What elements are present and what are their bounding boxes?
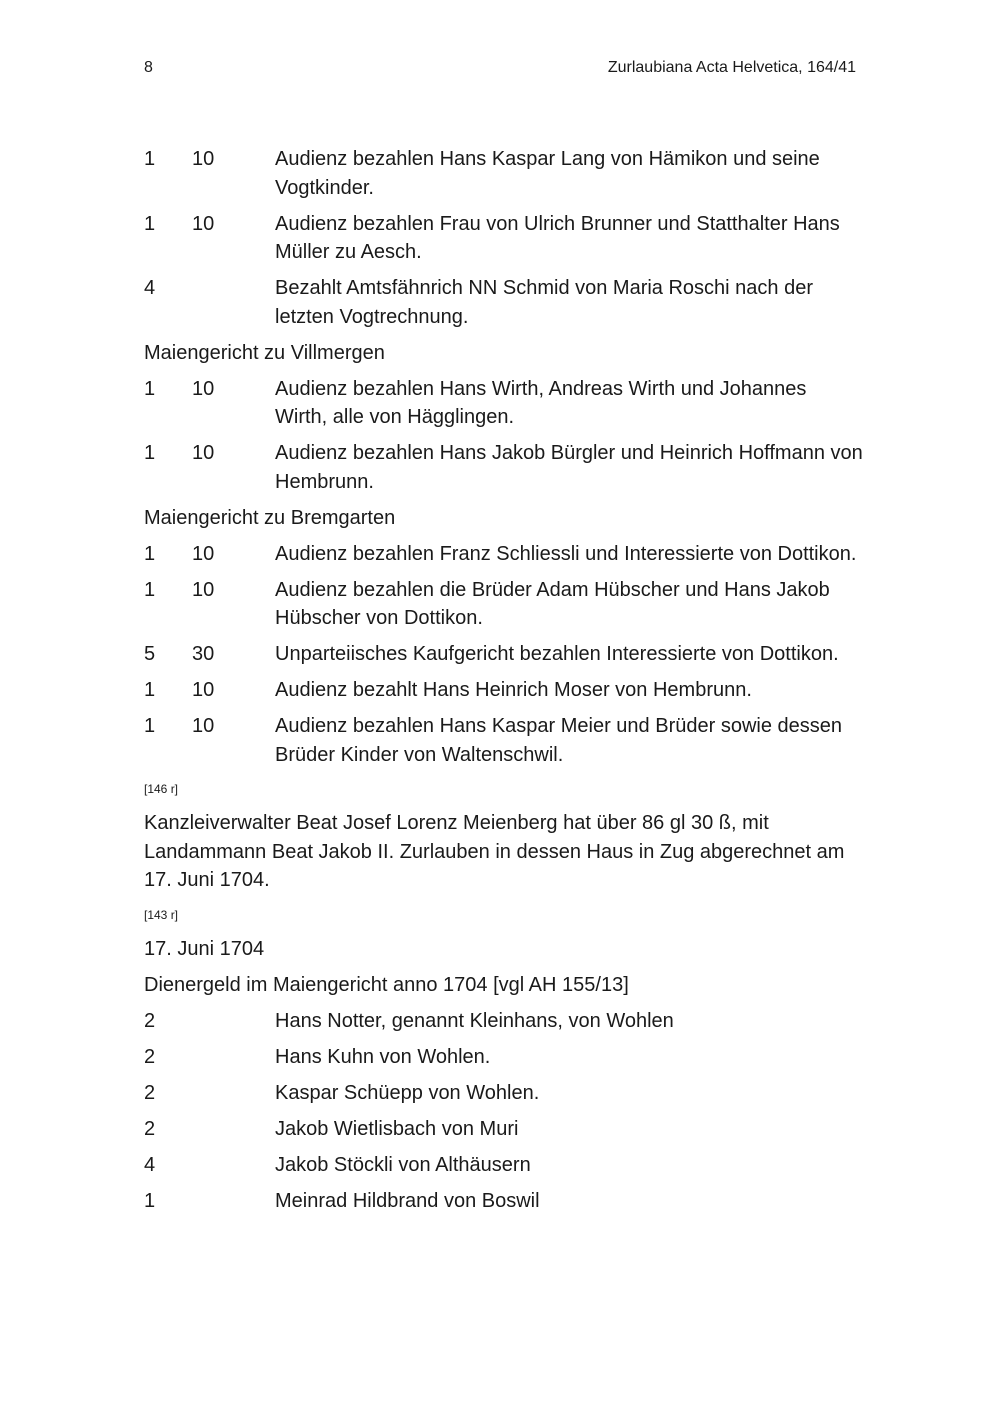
entry-amount: 2: [144, 1081, 156, 1104]
entry-amount: 1: [144, 679, 156, 701]
entry-amount: 4: [144, 1153, 156, 1176]
entry-text: Audienz bezahlen Franz Schliessli und Interessierte von Dottikon.: [275, 542, 857, 565]
page-header: [144, 58, 856, 78]
entry-row: [144, 540, 864, 569]
entry-subamount: 10: [192, 377, 215, 400]
entry-subamount: 30: [192, 643, 215, 665]
entry-row: [144, 210, 864, 267]
entry-text: Audienz bezahlen Hans Kaspar Lang von Hämikon und seine Vogtkinder.: [275, 148, 820, 199]
entry-row: [144, 576, 864, 633]
entry-subamount: [192, 274, 275, 331]
entry-amount: 1: [144, 442, 156, 464]
entry-row: [144, 274, 864, 331]
entry-row: [144, 712, 864, 769]
entry-subamount: 10: [192, 715, 215, 737]
page-number: 8: [144, 59, 153, 76]
entry-subamount: [192, 1043, 275, 1072]
document-body: [144, 145, 864, 1223]
entry-text: Audienz bezahlen Hans Wirth, Andreas Wirth und Johannes Wirth, alle von Hägglingen.: [275, 377, 807, 428]
entry-subamount: 10: [192, 578, 215, 601]
entry-subamount: 10: [192, 148, 215, 170]
entry-amount: 4: [144, 277, 156, 299]
entry-subamount: 10: [192, 212, 215, 235]
entry-text: Hans Kuhn von Wohlen.: [275, 1045, 491, 1068]
entry-text: Audienz bezahlen Hans Kaspar Meier und Brüder sowie dessen Brüder Kinder von Waltenschwil.: [275, 715, 843, 766]
entry-row: [144, 1151, 864, 1180]
entry-text: Meinrad Hildbrand von Boswil: [275, 1189, 540, 1212]
entry-subamount: [192, 1007, 275, 1036]
folio-marker: [146 r]: [144, 782, 179, 796]
entry-amount: 1: [144, 578, 156, 601]
entry-subamount: 10: [192, 542, 215, 565]
entry-row: [144, 439, 864, 496]
entry-row: [144, 1007, 864, 1036]
entry-amount: 1: [144, 377, 156, 400]
entry-text: Audienz bezahlt Hans Heinrich Moser von Hembrunn.: [275, 679, 752, 701]
entry-text: Jakob Wietlisbach von Muri: [275, 1117, 519, 1140]
entry-amount: 2: [144, 1045, 156, 1068]
entry-amount: 2: [144, 1117, 156, 1140]
section-heading: Dienergeld im Maiengericht anno 1704 [vgl AH 155/13]: [144, 973, 629, 996]
entry-subamount: [192, 1151, 275, 1180]
entry-text: Jakob Stöckli von Althäusern: [275, 1153, 531, 1176]
header-title: Zurlaubiana Acta Helvetica, 164/41: [607, 59, 856, 76]
entry-text: Bezahlt Amtsfähnrich NN Schmid von Maria Roschi nach der letzten Vogtrechnung.: [275, 277, 814, 328]
paragraph: Kanzleiverwalter Beat Josef Lorenz Meienberg hat über 86 gl 30 ß, mit Landammann Beat Jakob II. Zurlauben in dessen Haus in Zug abgerechnet am 17. Juni 1704.: [144, 812, 845, 891]
entry-text: Unparteiisches Kaufgericht bezahlen Interessierte von Dottikon.: [275, 643, 839, 665]
section-heading: Maiengericht zu Bremgarten: [144, 506, 396, 529]
entry-row: [144, 640, 864, 669]
entry-amount: 1: [144, 715, 156, 737]
entry-amount: 5: [144, 643, 156, 665]
entry-row: [144, 1115, 864, 1144]
entry-text: Audienz bezahlen Hans Jakob Bürgler und Heinrich Hoffmann von Hembrunn.: [275, 442, 863, 493]
date-line: 17. Juni 1704: [144, 937, 265, 960]
entry-subamount: 10: [192, 679, 215, 701]
entry-row: [144, 145, 864, 202]
entry-amount: 1: [144, 1189, 156, 1212]
entry-amount: 2: [144, 1009, 156, 1032]
entry-amount: 1: [144, 148, 156, 170]
entry-row: [144, 1079, 864, 1108]
entry-subamount: 10: [192, 442, 215, 464]
entry-text: Audienz bezahlen Frau von Ulrich Brunner und Statthalter Hans Müller zu Aesch.: [275, 212, 840, 263]
entry-row: [144, 1187, 864, 1216]
entry-row: [144, 1043, 864, 1072]
entry-subamount: [192, 1079, 275, 1108]
entry-subamount: [192, 1115, 275, 1144]
entry-text: Audienz bezahlen die Brüder Adam Hübscher und Hans Jakob Hübscher von Dottikon.: [275, 578, 830, 629]
entry-text: Kaspar Schüepp von Wohlen.: [275, 1081, 540, 1104]
entry-amount: 1: [144, 542, 156, 565]
entry-text: Hans Notter, genannt Kleinhans, von Wohlen: [275, 1009, 674, 1032]
entry-subamount: [192, 1187, 275, 1216]
folio-marker: [143 r]: [144, 907, 179, 922]
entry-row: [144, 375, 864, 432]
entry-amount: 1: [144, 212, 156, 235]
entry-row: [144, 676, 864, 705]
section-heading: Maiengericht zu Villmergen: [144, 341, 385, 364]
